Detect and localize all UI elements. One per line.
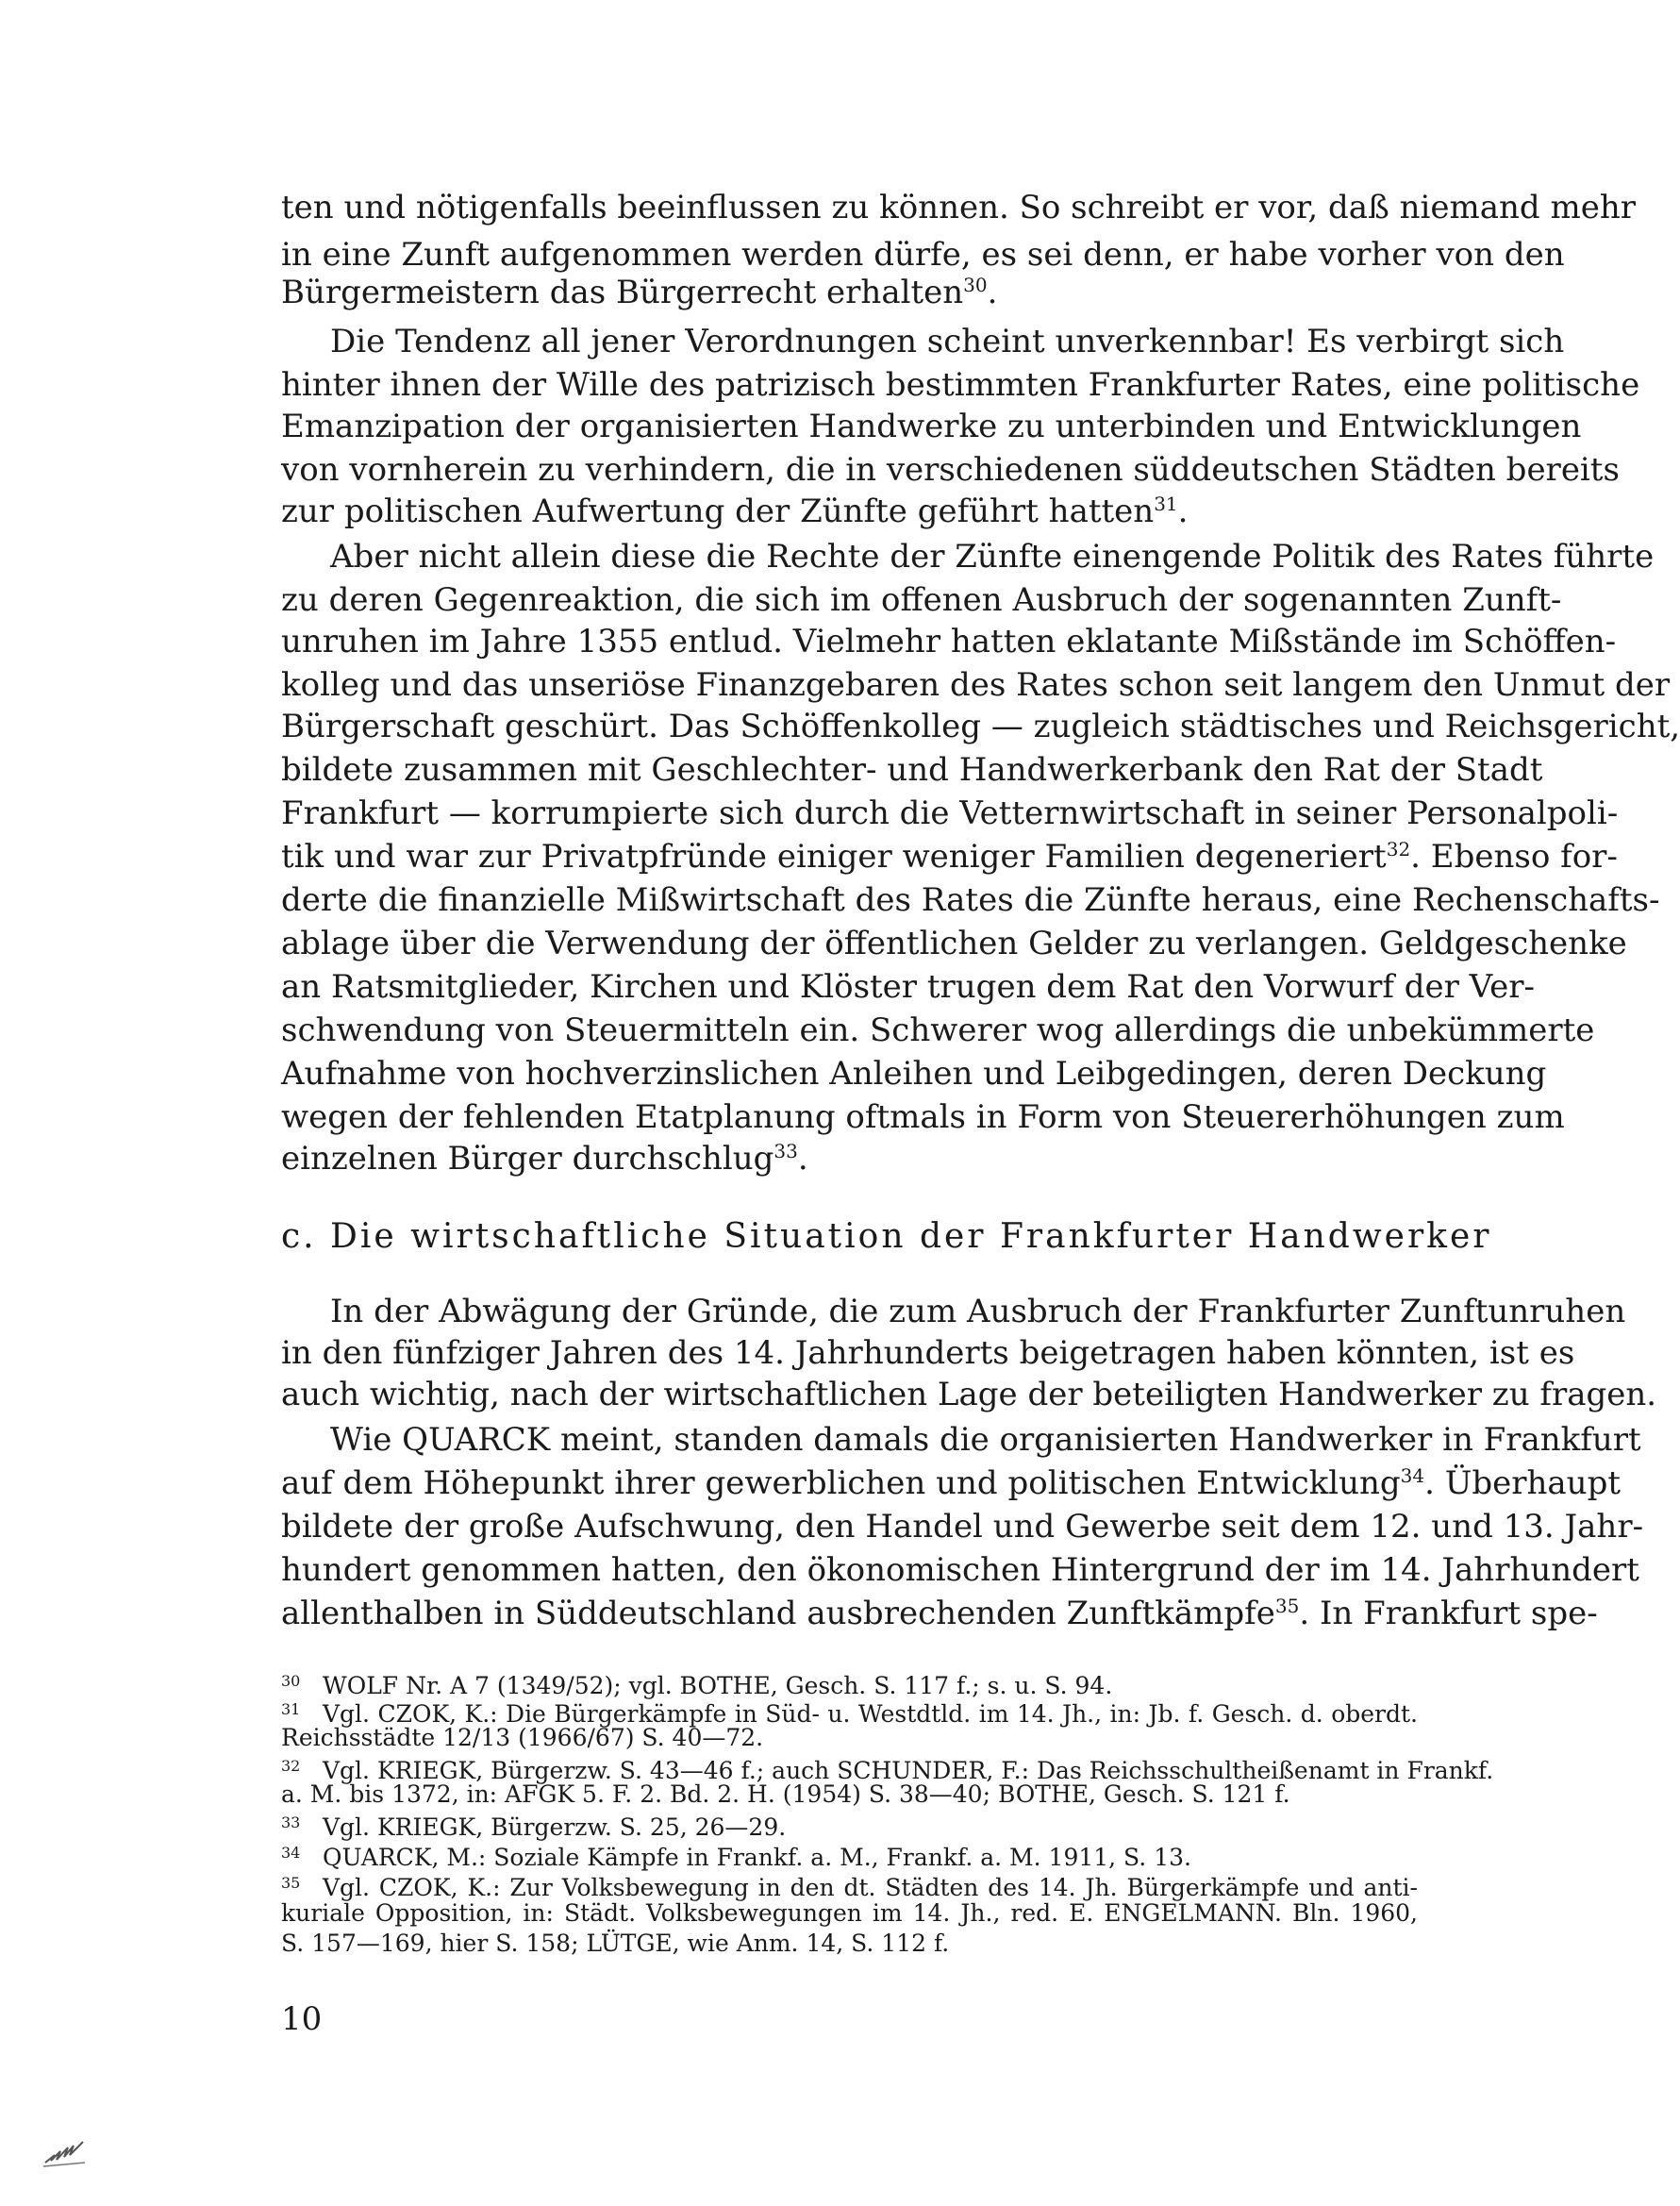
text-line: zur politischen Aufwertung der Zünfte geführt hatten$^{31}$. [281,493,1189,530]
footnote-number: 31 [281,1700,301,1718]
footnote-ref[interactable]: 32 [1386,838,1411,861]
text-line: hundert genommen hatten, den ökonomischen Hintergrund der im 14. Jahrhundert [281,1551,1639,1589]
footnote-number: 32 [281,1757,301,1775]
page-number: 10 [281,2000,323,2038]
footnote-ref[interactable]: 31 [1154,493,1178,515]
text-line: Aber nicht allein diese die Rechte der Zünfte einengende Politik des Rates führte [330,538,1655,576]
section-heading: c. Die wirtschaftliche Situation der Frankfurter Handwerker [281,1217,1492,1256]
footnote-ref[interactable]: 34 [1400,1464,1425,1487]
text-line: bildete zusammen mit Geschlechter- und Handwerkerbank den Rat der Stadt [281,751,1543,789]
text-line: Wie QUARCK meint, standen damals die organisierten Handwerker in Frankfurt [330,1421,1641,1459]
text-line: in eine Zunft aufgenommen werden dürfe, es sei denn, er habe vorher von den [281,236,1565,274]
text-line: von vornherein zu verhindern, die in verschiedenen süddeutschen Städten bereits [281,451,1620,489]
footnote: 32 Vgl. KRIEGK, Bürgerzw. S. 43—46 f.; auch SCHUNDER, F.: Das Reichsschultheißenamt in Frankf. [281,1753,1418,1784]
text-line: bildete der große Aufschwung, den Handel und Gewerbe seit dem 12. und 13. Jahr- [281,1508,1644,1546]
text-line: an Ratsmitglieder, Kirchen und Klöster trugen dem Rat den Vorwurf der Ver- [281,968,1535,1006]
text-line: in den fünfziger Jahren des 14. Jahrhunderts beigetragen haben könnten, ist es [281,1334,1575,1372]
footnote: 33 Vgl. KRIEGK, Bürgerzw. S. 25, 26—29. [281,1810,1418,1841]
footnote: kuriale Opposition, in: Städt. Volksbewegungen im 14. Jh., red. E. ENGELMANN. Bln. 1960, [281,1899,1418,1927]
text-line: schwendung von Steuermitteln ein. Schwerer wog allerdings die unbekümmerte [281,1011,1595,1049]
scan-smudge-icon [42,2134,89,2168]
footnote-number: 33 [281,1813,301,1831]
text-line: Die Tendenz all jener Verordnungen scheint unverkennbar! Es verbirgt sich [330,323,1565,360]
text-line: Bürgerschaft geschürt. Das Schöffenkolleg — zugleich städtisches und Reichsgericht, [281,708,1680,745]
text-line: Emanzipation der organisierten Handwerke zu unterbinden und Entwicklungen [281,408,1582,445]
footnote: 31 Vgl. CZOK, K.: Die Bürgerkämpfe in Süd- u. Westdtld. im 14. Jh., in: Jb. f. Gesch. d. oberdt. [281,1696,1418,1728]
footnote: 30 WOLF Nr. A 7 (1349/52); vgl. BOTHE, Gesch. S. 117 f.; s. u. S. 94. [281,1668,1418,1699]
text-line: tik und war zur Privatpfründe einiger weniger Familien degeneriert$^{32}$. Ebenso for- [281,838,1618,876]
footnote-number: 30 [281,1672,301,1690]
text-line: allenthalben in Süddeutschland ausbrechenden Zunftkämpfe$^{35}$. In Frankfurt spe- [281,1595,1598,1632]
footnote-number: 34 [281,1844,301,1862]
text-line: wegen der fehlenden Etatplanung oftmals in Form von Steuererhöhungen zum [281,1098,1565,1136]
text-line: hinter ihnen der Wille des patrizisch bestimmten Frankfurter Rates, eine politische [281,366,1640,404]
footnote: Reichsstädte 12/13 (1966/67) S. 40—72. [281,1724,764,1751]
text-line: ablage über die Verwendung der öffentlichen Gelder zu verlangen. Geldgeschenke [281,925,1627,962]
footnote: a. M. bis 1372, in: AFGK 5. F. 2. Bd. 2. H. (1954) S. 38—40; BOTHE, Gesch. S. 121 f. [281,1780,1290,1808]
footnote-number: 35 [281,1874,301,1892]
text-line: In der Abwägung der Gründe, die zum Ausbruch der Frankfurter Zunftunruhen [330,1293,1626,1330]
text-line: auch wichtig, nach der wirtschaftlichen Lage der beteiligten Handwerker zu fragen. [281,1376,1657,1413]
text-line: Frankfurt — korrumpierte sich durch die Vetternwirtschaft in seiner Personalpoli- [281,794,1619,832]
footnote: 34 QUARCK, M.: Soziale Kämpfe in Frankf. a. M., Frankf. a. M. 1911, S. 13. [281,1840,1418,1871]
footnote-ref[interactable]: 30 [963,274,988,296]
text-line: einzelnen Bürger durchschlug$^{33}$. [281,1140,808,1178]
text-line: auf dem Höhepunkt ihrer gewerblichen und politischen Entwicklung$^{34}$. Überhaupt [281,1464,1622,1502]
footnote: 35 Vgl. CZOK, K.: Zur Volksbewegung in den dt. Städten des 14. Jh. Bürgerkämpfe und anti- [281,1870,1418,1901]
text-line: ten und nötigenfalls beeinflussen zu können. So schreibt er vor, daß niemand mehr [281,189,1636,226]
text-line: Bürgermeistern das Bürgerrecht erhalten$^{30}$. [281,274,998,311]
text-line: kolleg und das unseriöse Finanzgebaren des Rates schon seit langem den Unmut der [281,666,1671,704]
footnote-ref[interactable]: 35 [1274,1595,1300,1617]
text-line: unruhen im Jahre 1355 entlud. Vielmehr hatten eklatante Mißstände im Schöffen- [281,623,1617,660]
footnote: S. 157—169, hier S. 158; LÜTGE, wie Anm. 14, S. 112 f. [281,1930,950,1957]
footnote-ref[interactable]: 33 [773,1140,798,1162]
text-line: Aufnahme von hochverzinslichen Anleihen und Leibgedingen, deren Deckung [281,1055,1547,1093]
text-line: derte die finanzielle Mißwirtschaft des Rates die Zünfte heraus, eine Rechenschafts- [281,881,1660,919]
text-line: zu deren Gegenreaktion, die sich im offenen Ausbruch der sogenannten Zunft- [281,581,1562,619]
